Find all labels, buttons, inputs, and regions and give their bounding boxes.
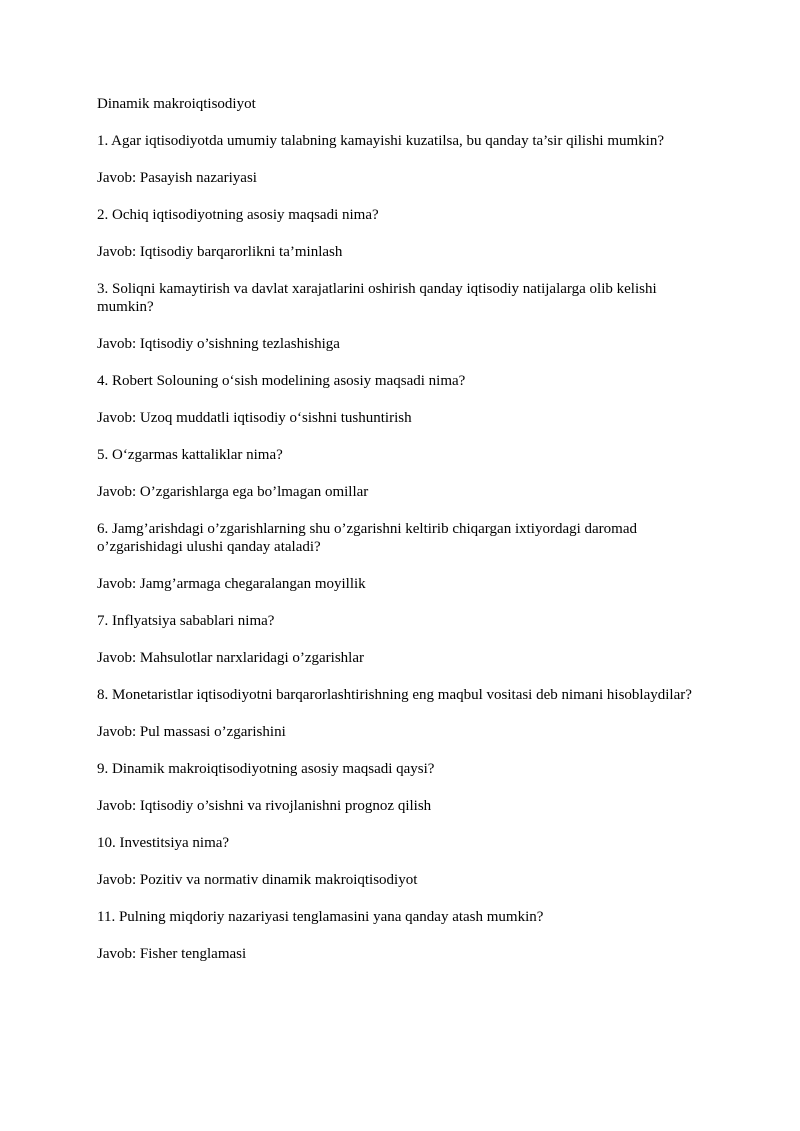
question-item-5 xyxy=(97,446,703,501)
question-text: 10. Investitsiya nima? xyxy=(97,835,230,851)
answer-text: Javob: Fisher tenglamasi xyxy=(97,946,247,962)
question-text: 4. Robert Solouning o‘sish modelining asosiy maqsadi nima? xyxy=(97,373,466,389)
answer-text: Javob: Pul massasi o’zgarishini xyxy=(97,724,286,740)
question-item-6 xyxy=(97,520,703,593)
question-list xyxy=(97,132,703,963)
question-item-4 xyxy=(97,372,703,427)
answer-text: Javob: Jamg’armaga chegaralangan moyillik xyxy=(97,576,366,592)
question-item-8 xyxy=(97,686,703,741)
answer-text: Javob: Uzoq muddatli iqtisodiy o‘sishni tushuntirish xyxy=(97,410,412,426)
question-item-11 xyxy=(97,908,703,963)
answer-text: Javob: Pasayish nazariyasi xyxy=(97,170,257,186)
question-text: 11. Pulning miqdoriy nazariyasi tenglamasini yana qanday atash mumkin? xyxy=(97,909,544,925)
question-text: 2. Ochiq iqtisodiyotning asosiy maqsadi nima? xyxy=(97,207,379,223)
document-title: Dinamik makroiqtisodiyot xyxy=(97,96,256,112)
answer-text: Javob: Mahsulotlar narxlaridagi o’zgarishlar xyxy=(97,650,364,666)
question-item-7 xyxy=(97,612,703,667)
answer-text: Javob: O’zgarishlarga ega bo’lmagan omillar xyxy=(97,484,369,500)
answer-text: Javob: Iqtisodiy barqarorlikni ta’minlash xyxy=(97,244,343,260)
answer-text: Javob: Iqtisodiy o’sishni va rivojlanishni prognoz qilish xyxy=(97,798,432,814)
question-text: 7. Inflyatsiya sabablari nima? xyxy=(97,613,275,629)
question-item-10 xyxy=(97,834,703,889)
question-text: 1. Agar iqtisodiyotda umumiy talabning kamayishi kuzatilsa, bu qanday ta’sir qilishi mumkin? xyxy=(97,133,665,149)
question-text: 8. Monetaristlar iqtisodiyotni barqarorlashtirishning eng maqbul vositasi deb nimani hisoblaydilar? xyxy=(97,687,692,703)
question-item-3 xyxy=(97,280,703,353)
question-text: 5. O‘zgarmas kattaliklar nima? xyxy=(97,447,283,463)
question-item-1 xyxy=(97,132,703,187)
question-item-2 xyxy=(97,206,703,261)
question-item-9 xyxy=(97,760,703,815)
question-text: 9. Dinamik makroiqtisodiyotning asosiy maqsadi qaysi? xyxy=(97,761,435,777)
question-text: 6. Jamg’arishdagi o’zgarishlarning shu o’zgarishni keltirib chiqargan ixtiyordagi daromad o’zgarishidagi ulushi qanday ataladi? xyxy=(97,521,637,555)
answer-text: Javob: Pozitiv va normativ dinamik makroiqtisodiyot xyxy=(97,872,418,888)
question-text: 3. Soliqni kamaytirish va davlat xarajatlarini oshirish qanday iqtisodiy natijalarga olib kelishi mumkin? xyxy=(97,281,657,315)
answer-text: Javob: Iqtisodiy o’sishning tezlashishiga xyxy=(97,336,340,352)
